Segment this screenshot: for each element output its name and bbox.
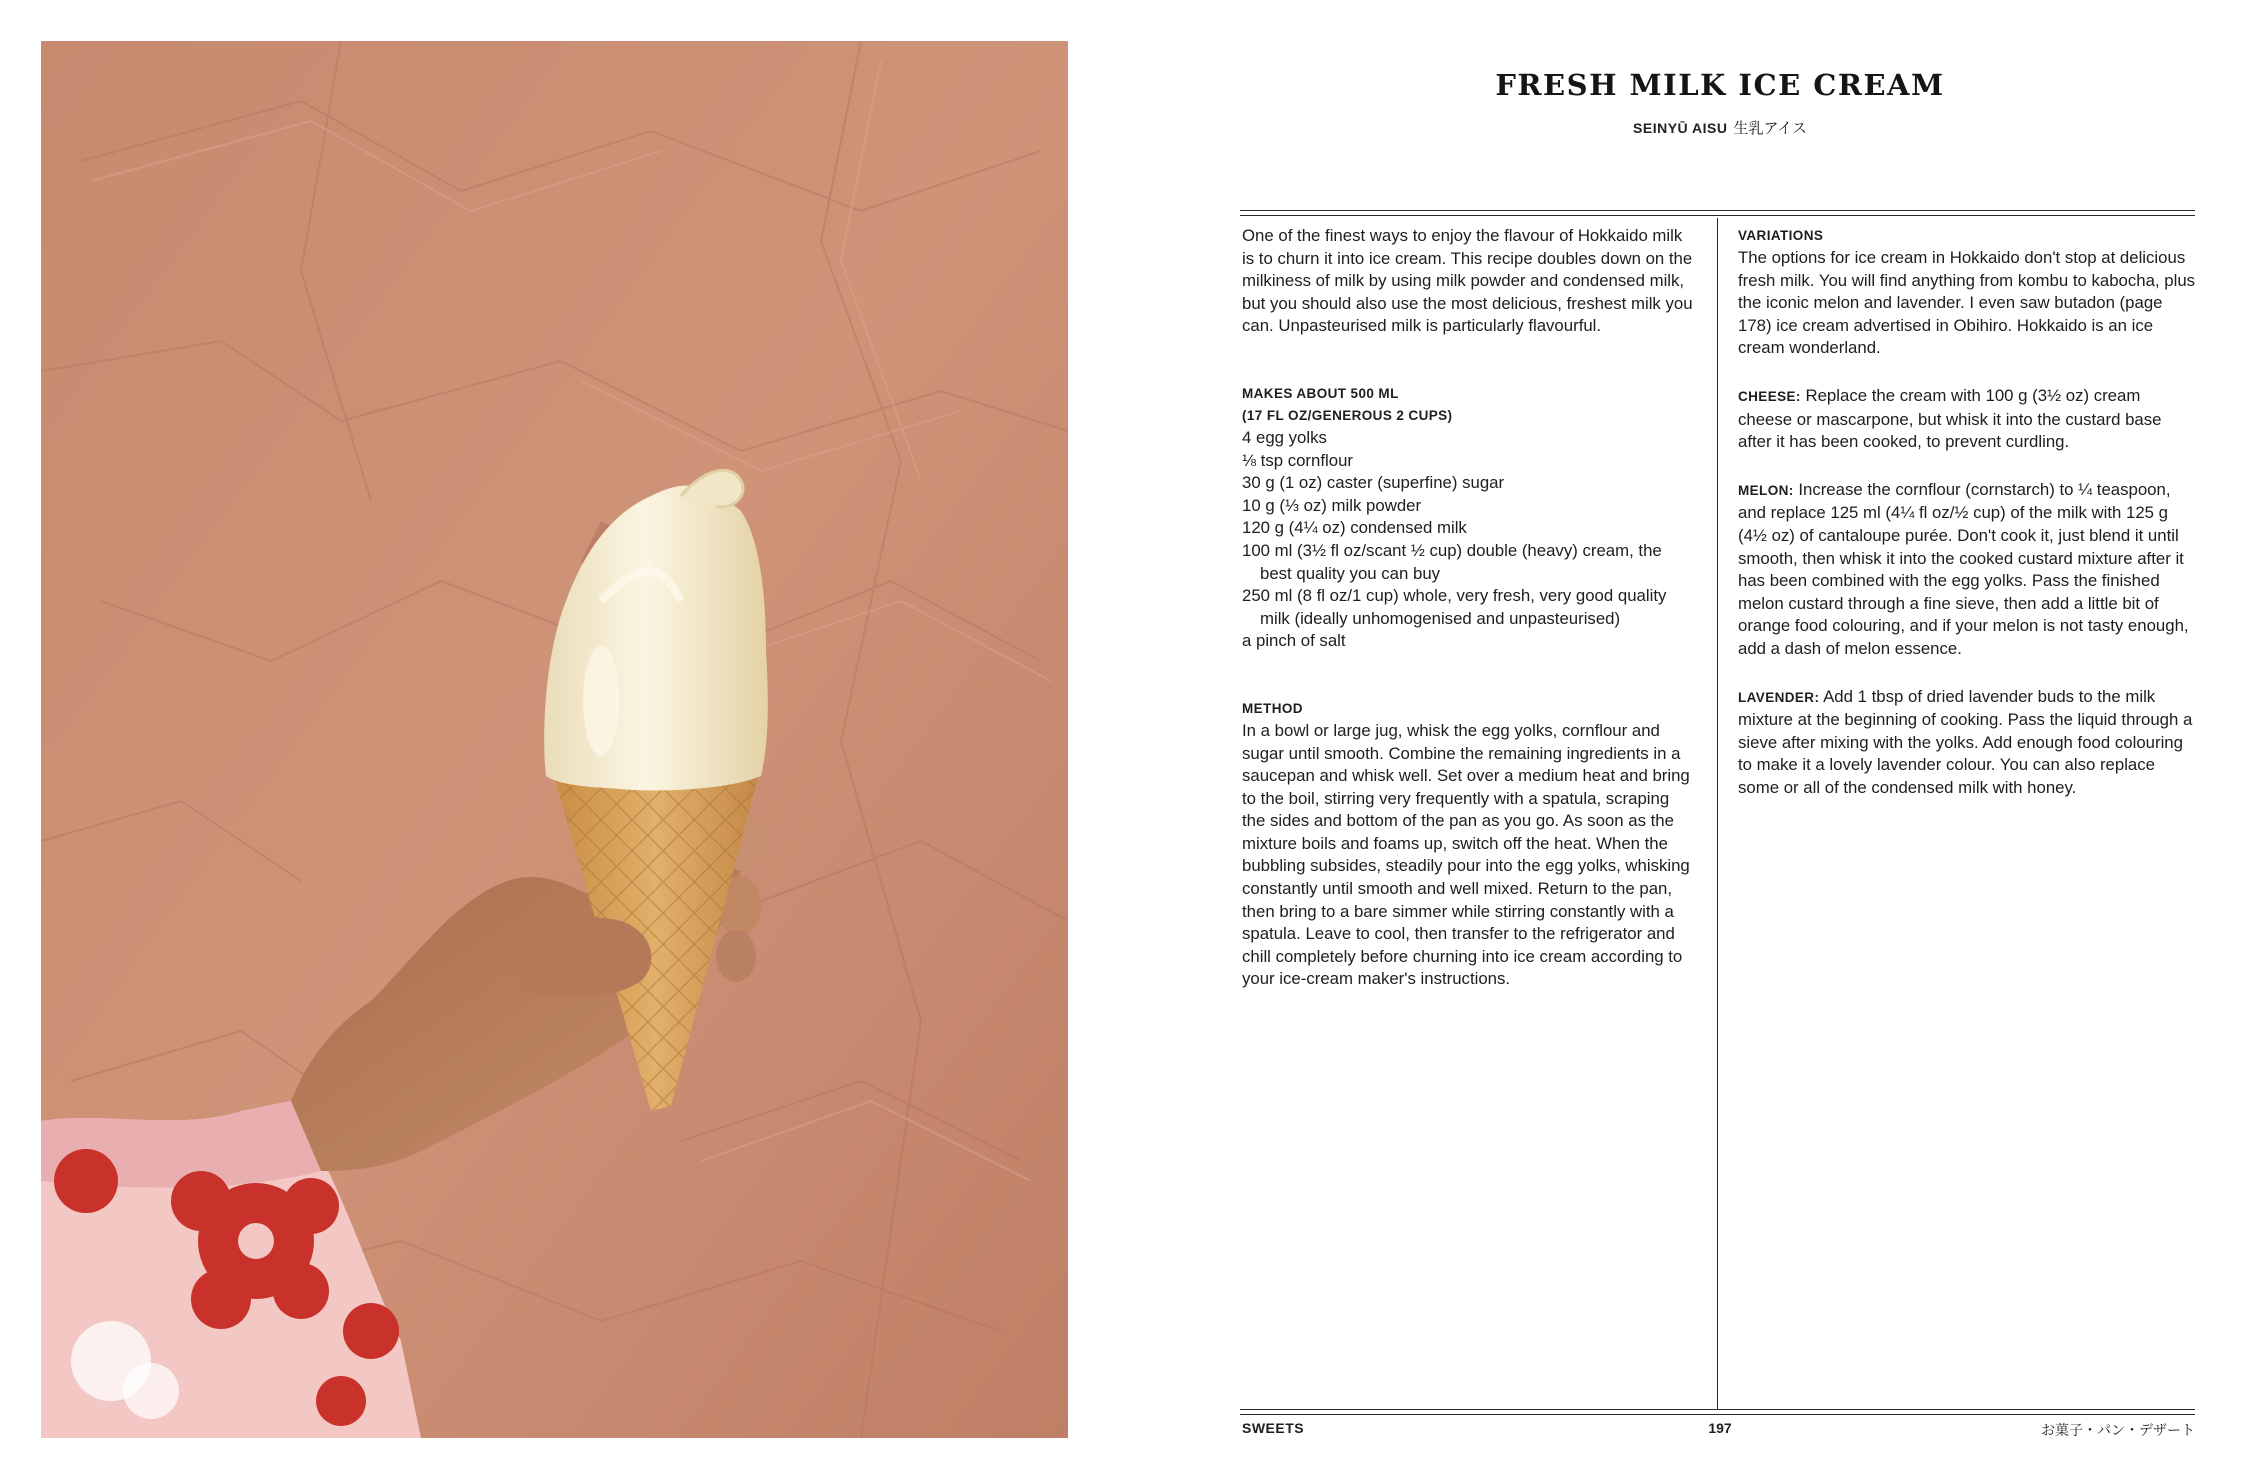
variation-text: Replace the cream with 100 g (3½ oz) cream cheese or mascarpone, but whisk it into the custard base after it has been cooked, to prevent curdling.: [1738, 385, 2162, 452]
variations-column: [1738, 225, 2196, 799]
variations-intro: The options for ice cream in Hokkaido don't stop at delicious fresh milk. You will find anything from kombu to kabocha, plus the iconic melon and lavender. I even saw butadon (page 178) ice cream advertised in Obihiro. Hokkaido is an ice cream wonderland.: [1738, 248, 2196, 358]
variation-name: CHEESE:: [1738, 388, 1801, 404]
ingredient-item: 30 g (1 oz) caster (superfine) sugar: [1242, 473, 1505, 493]
ingredient-list: [1242, 427, 1697, 653]
bottom-rule-inner: [1240, 1409, 2195, 1410]
variation-text: Add 1 tbsp of dried lavender buds to the milk mixture at the beginning of cooking. Pass the liquid through a sieve after mixing with the yolks. Add enough food colouring to make it a lovely lavender colour. You can also replace some or all of the condensed milk with honey.: [1738, 686, 2193, 797]
variation-cheese: [1738, 385, 2196, 454]
method-heading: METHOD: [1242, 700, 1303, 716]
variation-name: MELON:: [1738, 482, 1794, 498]
recipe-subtitle: [1240, 117, 2200, 138]
yield-line-1: MAKES ABOUT 500 ML: [1242, 385, 1399, 401]
ingredient-item: ⅛ tsp cornflour: [1242, 450, 1353, 470]
ingredient-item: 120 g (4¼ oz) condensed milk: [1242, 518, 1467, 538]
footer-section-name: SWEETS: [1242, 1420, 1305, 1436]
page-number: 197: [1708, 1420, 1732, 1436]
yield-line-2: (17 FL OZ/GENEROUS 2 CUPS): [1242, 407, 1453, 423]
ingredient-item: a pinch of salt: [1242, 631, 1346, 651]
ingredient-item: 4 egg yolks: [1242, 427, 1327, 447]
ice-cream-photo: [41, 41, 1068, 1438]
method-text: In a bowl or large jug, whisk the egg yolks, cornflour and sugar until smooth. Combine the remaining ingredients in a saucepan and whisk well. Set over a medium heat and bring to the boil, stirring very frequently with a spatula, scraping the sides and bottom of the pan as you go. As soon as the mixture boils and foams up, switch off the heat. When the bubbling subsides, steadily pour into the egg yolks, whisking constantly until smooth and well mixed. Return to the pan, then bring to a bare simmer while stirring constantly with a spatula. Leave to cool, then transfer to the refrigerator and chill completely before churning into ice cream according to your ice-cream maker's instructions.: [1242, 720, 1690, 989]
recipe-title: FRESH MILK ICE CREAM: [1495, 68, 1945, 102]
recipe-intro: One of the finest ways to enjoy the flavour of Hokkaido milk is to churn it into ice cream. This recipe doubles down on the milkiness of milk by using milk powder and condensed milk, but you should also use the most delicious, freshest milk you can. Unpasteurised milk is particularly flavourful.: [1242, 226, 1693, 336]
variation-melon: [1738, 479, 2196, 661]
subtitle-romanized: SEINYŪ AISU: [1633, 120, 1728, 136]
recipe-main-column: [1242, 225, 1697, 991]
footer-section-japanese: お菓子・パン・デザート: [2041, 1423, 2195, 1439]
variation-lavender: [1738, 686, 2196, 800]
top-rule: [1240, 210, 2195, 211]
hand-holding-ice-cream-cone-icon: [41, 41, 1068, 1438]
variation-text: Increase the cornflour (cornstarch) to ¼ teaspoon, and replace 125 ml (4¼ fl oz/½ cup) of the milk with 125 g (4½ oz) of cantaloupe purée. Don't cook it, just blend it until smooth, then whisk it into the cooked custard mixture after it has been combined with the egg yolks. Pass the finished melon custard through a fine sieve, then add a little bit of orange food colouring, and if your melon is not tasty enough, add a dash of melon essence.: [1738, 479, 2189, 658]
top-rule-inner: [1240, 215, 2195, 216]
column-divider: [1717, 218, 1718, 1410]
bottom-rule: [1240, 1414, 2195, 1415]
variations-heading: VARIATIONS: [1738, 228, 1824, 243]
ingredient-item: 250 ml (8 fl oz/1 cup) whole, very fresh, very good quality milk (ideally unhomogenised and unpasteurised): [1242, 586, 1667, 628]
ingredient-item: 10 g (⅓ oz) milk powder: [1242, 495, 1422, 515]
subtitle-japanese: 生乳アイス: [1733, 119, 1807, 137]
variation-name: LAVENDER:: [1738, 689, 1820, 705]
ingredient-item: 100 ml (3½ fl oz/scant ½ cup) double (heavy) cream, the best quality you can buy: [1242, 540, 1662, 583]
